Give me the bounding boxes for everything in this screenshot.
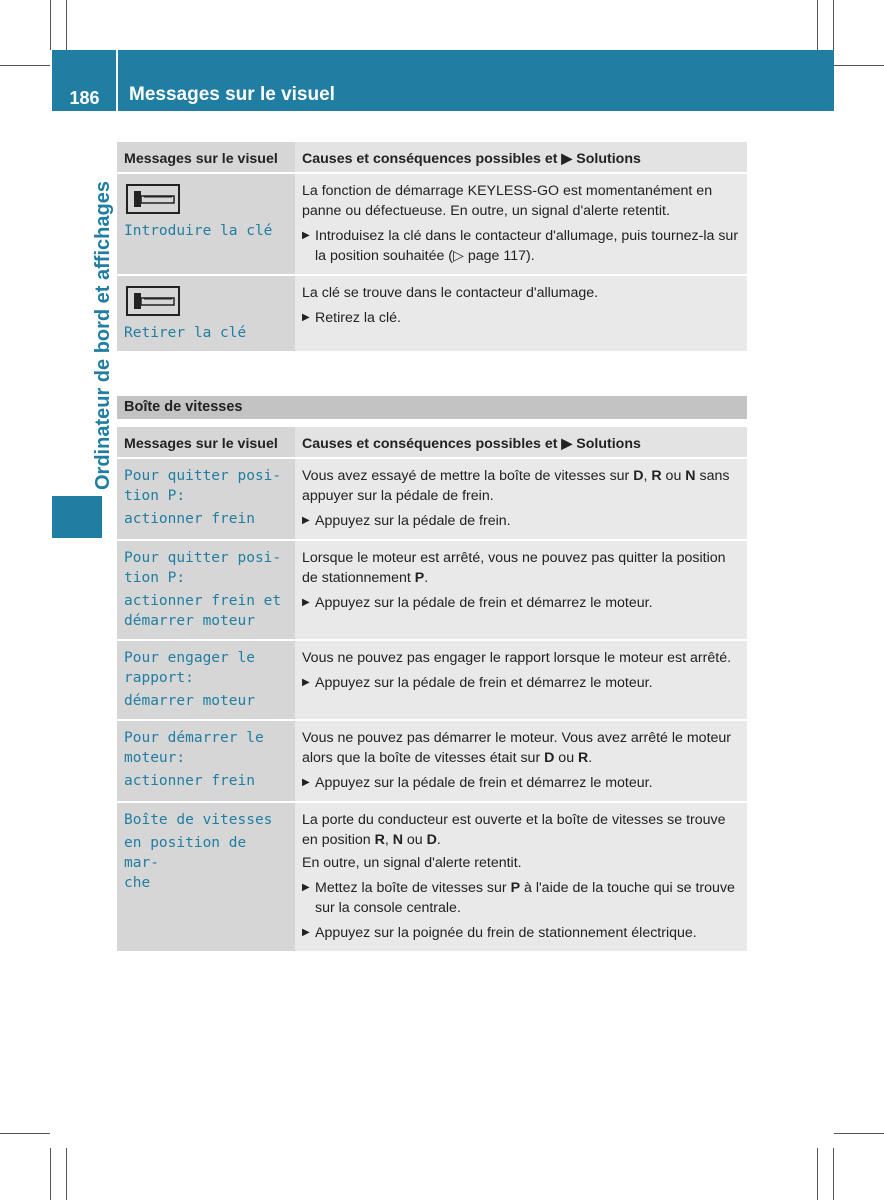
- display-message: Boîte de vitesses: [124, 812, 273, 828]
- table-row: [117, 276, 747, 351]
- display-message: Retirer la clé: [124, 325, 247, 341]
- header-col-messages: Messages sur le visuel: [117, 427, 295, 457]
- solution-step: ▶ Appuyez sur la pédale de frein et démarrez le moteur.: [302, 595, 653, 611]
- crop-mark: [0, 1133, 50, 1134]
- arrow-icon: ▶: [302, 312, 310, 323]
- messages-table-gearbox: [117, 427, 747, 951]
- crop-mark: [834, 65, 884, 66]
- display-message: Pour quitter posi- tion P:: [124, 550, 282, 586]
- display-message: Pour quitter posi- tion P:: [124, 468, 282, 504]
- header-col-causes: Causes et conséquences possibles et ▶ Solutions: [295, 142, 747, 172]
- solution-step: ▶ Appuyez sur la pédale de frein et démarrez le moteur.: [302, 675, 653, 691]
- crop-mark: [833, 0, 834, 50]
- table-header-row: [117, 142, 747, 174]
- page-number: 186: [69, 88, 100, 108]
- crop-mark: [50, 1148, 51, 1200]
- crop-mark: [0, 65, 50, 66]
- crop-mark: [50, 0, 51, 50]
- display-message-action: actionner frein: [124, 511, 255, 527]
- display-message-action: actionner frein: [124, 773, 255, 789]
- header-col-causes: Causes et conséquences possibles et ▶ Solutions: [295, 427, 747, 457]
- arrow-icon: ▶: [302, 230, 310, 241]
- crop-mark: [834, 1133, 884, 1134]
- display-message-action: actionner frein et démarrer moteur: [124, 593, 282, 629]
- cause-text: Vous avez essayé de mettre la boîte de vitesses sur D, R ou N sans appuyer sur la pédale de frein.: [302, 468, 730, 504]
- table-row: [117, 641, 747, 721]
- crop-mark: [817, 1148, 818, 1200]
- table-row: [117, 174, 747, 276]
- solution-step: ▶ Mettez la boîte de vitesses sur P à l'aide de la touche qui se trouve sur la console centrale.: [302, 880, 735, 916]
- chapter-title: Ordinateur de bord et affichages: [92, 181, 114, 490]
- crop-mark: [817, 0, 818, 50]
- table-header-row: [117, 427, 747, 459]
- page-title: Messages sur le visuel: [129, 84, 335, 105]
- arrow-icon: ▶: [302, 597, 310, 608]
- arrow-icon: ▶: [302, 515, 310, 526]
- crop-mark: [833, 1148, 834, 1200]
- display-message: Pour démarrer le moteur:: [124, 730, 264, 766]
- section-title: Boîte de vitesses: [117, 396, 747, 419]
- solution-step: ▶ Appuyez sur la pédale de frein et démarrez le moteur.: [302, 775, 653, 791]
- key-icon: [126, 286, 180, 316]
- header-divider: [116, 50, 118, 111]
- table-row: [117, 459, 747, 541]
- cause-text: Vous ne pouvez pas démarrer le moteur. Vous avez arrêté le moteur alors que la boîte de vitesses était sur D ou R.: [302, 730, 732, 766]
- solution-step: ▶ Appuyez sur la poignée du frein de stationnement électrique.: [302, 925, 697, 941]
- display-message-action: en position de mar- che: [124, 835, 247, 891]
- cause-text-extra: En outre, un signal d'alerte retentit.: [302, 855, 522, 871]
- display-message-action: démarrer moteur: [124, 693, 255, 709]
- display-message: Introduire la clé: [124, 223, 273, 239]
- solution-step: ▶ Introduisez la clé dans le contacteur d'allumage, puis tournez-la sur la position souhaitée (▷ page 117).: [302, 228, 739, 264]
- cause-text: Vous ne pouvez pas engager le rapport lorsque le moteur est arrêté.: [302, 650, 732, 666]
- arrow-icon: ▶: [302, 677, 310, 688]
- table-row: [117, 541, 747, 641]
- arrow-icon: ▶: [302, 882, 310, 893]
- cause-text: La porte du conducteur est ouverte et la boîte de vitesses se trouve en position R, N ou D.: [302, 812, 726, 848]
- cause-text: La clé se trouve dans le contacteur d'allumage.: [302, 285, 599, 301]
- arrow-icon: ▶: [302, 777, 310, 788]
- arrow-icon: ▶: [302, 927, 310, 938]
- display-message: Pour engager le rapport:: [124, 650, 255, 686]
- solution-step: ▶ Retirez la clé.: [302, 310, 401, 326]
- side-tab-marker: [52, 496, 102, 538]
- solution-step: ▶ Appuyez sur la pédale de frein.: [302, 513, 511, 529]
- key-icon: [126, 184, 180, 214]
- messages-table-key: [117, 142, 747, 351]
- table-row: [117, 721, 747, 803]
- header-col-messages: Messages sur le visuel: [117, 142, 295, 172]
- cause-text: Lorsque le moteur est arrêté, vous ne pouvez pas quitter la position de stationnement P.: [302, 550, 726, 586]
- crop-mark: [66, 1148, 67, 1200]
- table-row: [117, 803, 747, 951]
- cause-text: La fonction de démarrage KEYLESS-GO est momentanément en panne ou défectueuse. En outre, un signal d'alerte retentit.: [302, 183, 713, 219]
- crop-mark: [66, 0, 67, 50]
